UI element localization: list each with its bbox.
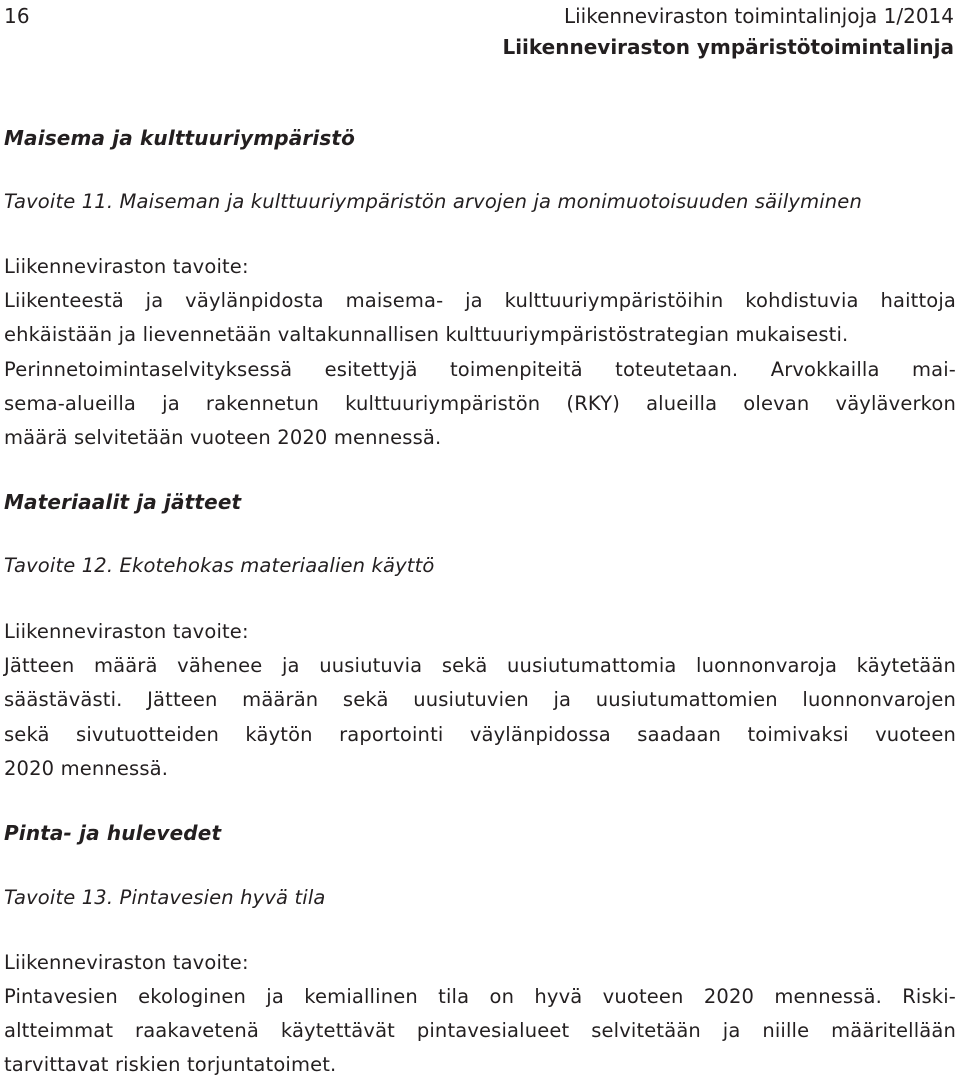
paragraph-line: säästävästi. Jätteen määrän sekä uusiutuvien ja uusiutumattomien luonnonvarojen [4,688,956,711]
section-title-materials: Materiaalit ja jätteet [4,490,242,514]
paragraph-line: sema-alueilla ja rakennetun kulttuuriympäristön (RKY) alueilla olevan väyläverkon [4,392,956,415]
agency-goal-label: Liikenneviraston tavoite: [4,255,249,278]
goal-13-heading: Tavoite 13. Pintavesien hyvä tila [4,886,326,909]
paragraph-line: määrä selvitetään vuoteen 2020 mennessä. [4,426,442,449]
document-title: Liikenneviraston ympäristötoimintalinja [502,35,954,59]
paragraph-line: Liikenteestä ja väylänpidosta maisema- ja kulttuuriympäristöihin kohdistuvia haittoja [4,289,956,312]
paragraph-line: 2020 mennessä. [4,757,169,780]
agency-goal-label: Liikenneviraston tavoite: [4,620,249,643]
paragraph-line: ehkäistään ja lievennetään valtakunnallisen kulttuuriympäristöstrategian mukaisesti. [4,323,849,346]
paragraph-line: sekä sivutuotteiden käytön raportointi väylänpidossa saadaan toimivaksi vuoteen [4,723,956,746]
section-title-landscape: Maisema ja kulttuuriympäristö [4,126,356,150]
paragraph-line: altteimmat raakavetenä käytettävät pintavesialueet selvitetään ja niille määritellään [4,1019,956,1042]
goal-11-heading: Tavoite 11. Maiseman ja kulttuuriympäristön arvojen ja monimuotoisuuden säilyminen [4,190,862,213]
page-number: 16 [4,4,30,28]
paragraph-line: Jätteen määrä vähenee ja uusiutuvia sekä uusiutumattomia luonnonvaroja käytetään [4,654,956,677]
publication-series: Liikenneviraston toimintalinjoja 1/2014 [563,4,954,28]
section-title-surface-waters: Pinta- ja hulevedet [4,821,222,845]
paragraph-line: Perinnetoimintaselvityksessä esitettyjä toimenpiteitä toteutetaan. Arvokkailla mai- [4,358,956,381]
agency-goal-label: Liikenneviraston tavoite: [4,951,249,974]
paragraph-line: tarvittavat riskien torjuntatoimet. [4,1053,337,1076]
goal-12-heading: Tavoite 12. Ekotehokas materiaalien käyttö [4,554,435,577]
paragraph-line: Pintavesien ekologinen ja kemiallinen tila on hyvä vuoteen 2020 mennessä. Riski- [4,985,956,1008]
